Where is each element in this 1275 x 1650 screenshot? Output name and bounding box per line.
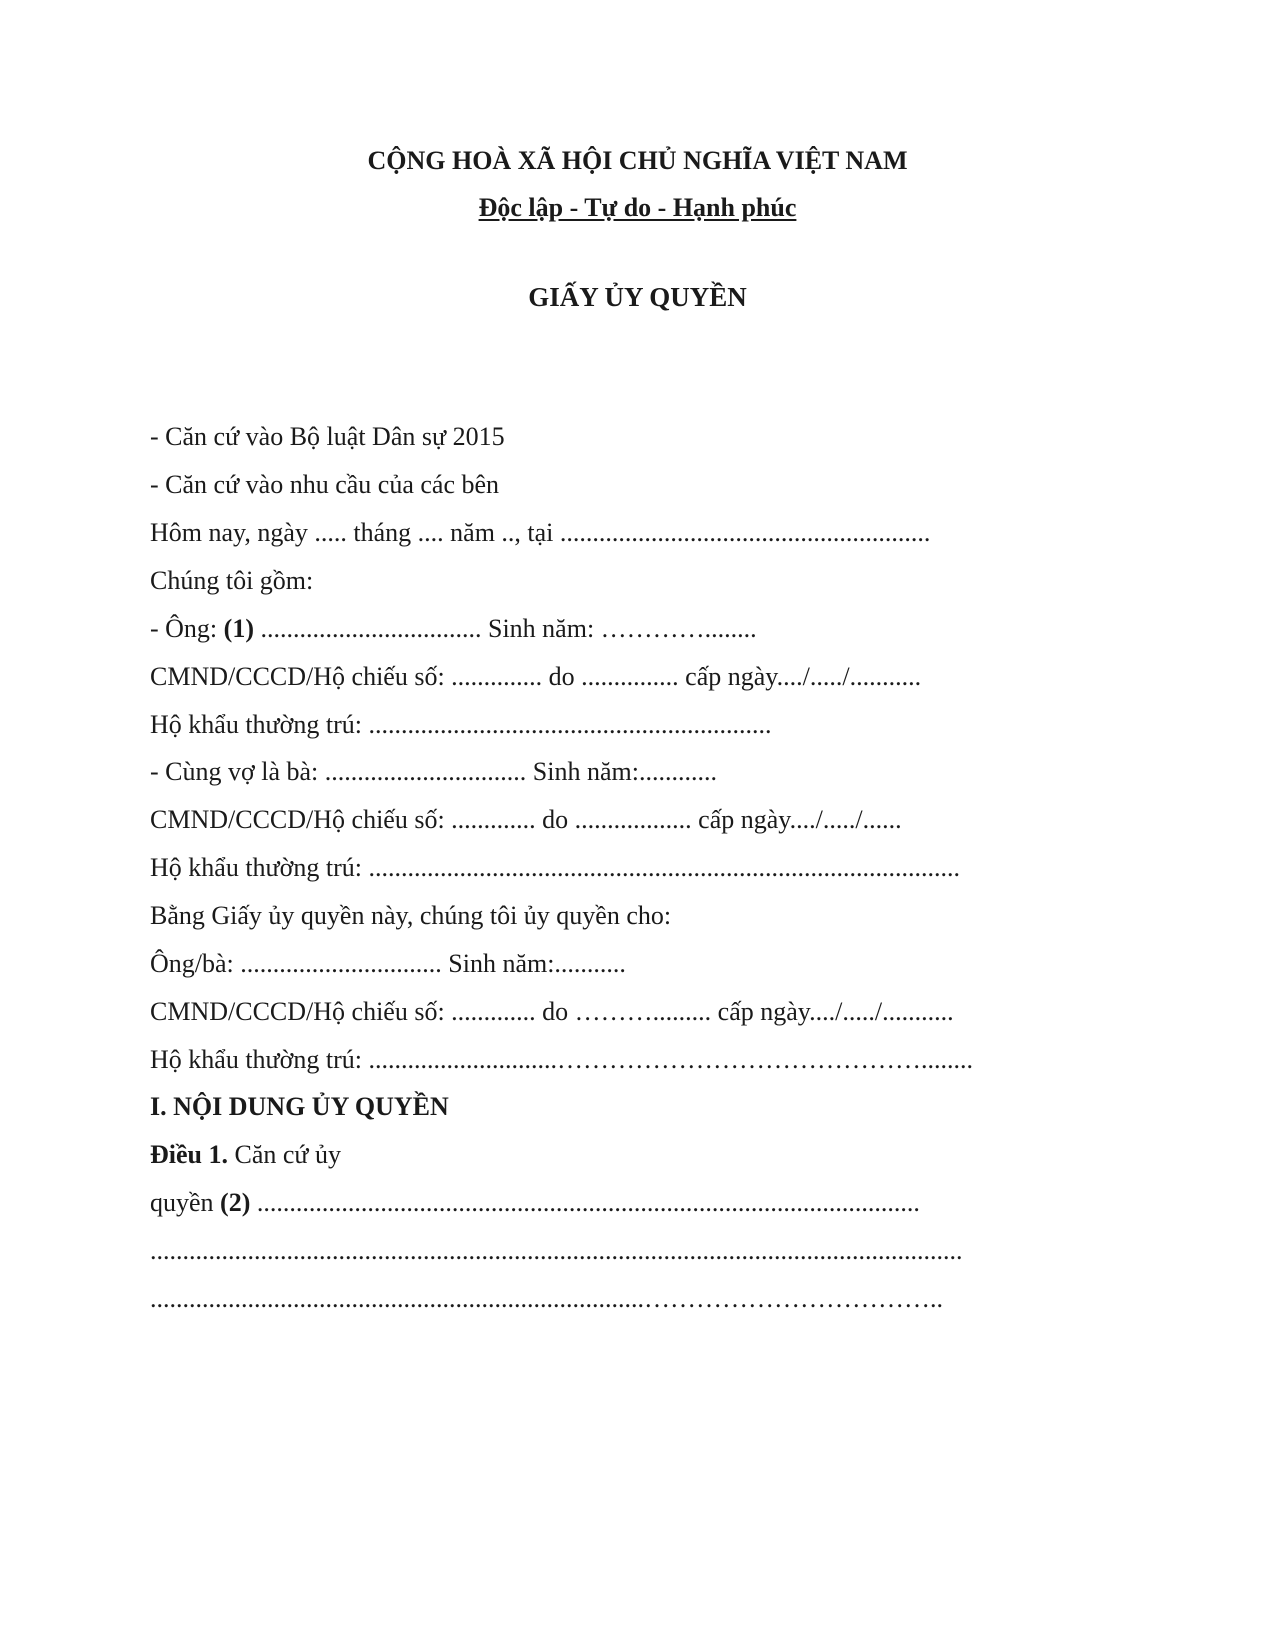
party1-note-marker: (1): [223, 614, 254, 643]
agent-id-line: CMND/CCCD/Hộ chiếu số: ............. do ………......... cấp ngày..../...../...........: [150, 997, 954, 1026]
party2-address-line: Hộ khẩu thường trú: ...........................................................................................: [150, 853, 960, 882]
section-heading-authorization-content: I. NỘI DUNG ỦY QUYỀN: [150, 1092, 449, 1121]
parties-intro: Chúng tôi gồm:: [150, 566, 314, 595]
document-title: GIẤY ỦY QUYỀN: [528, 282, 747, 312]
blank-fill-line: ............................................................................……………………………..: [150, 1284, 943, 1313]
party2-name-line: - Cùng vợ là bà: ............................... Sinh năm:............: [150, 757, 717, 786]
article-1-note-marker: (2): [220, 1188, 251, 1217]
date-place-line: Hôm nay, ngày ..... tháng .... năm .., tại .........................................................: [150, 518, 931, 547]
article-1-continuation: [150, 1190, 920, 1216]
article-1-cont-prefix: quyền: [150, 1188, 221, 1217]
national-motto: Độc lập - Tự do - Hạnh phúc: [478, 193, 797, 222]
party1-name-line: [150, 616, 757, 642]
party1-id-line: CMND/CCCD/Hộ chiếu số: .............. do ............... cấp ngày..../...../...........: [150, 662, 922, 691]
article-1-cont-rest: ......................................................................................................: [250, 1188, 920, 1217]
legal-basis-civil-code: - Căn cứ vào Bộ luật Dân sự 2015: [150, 422, 505, 451]
party2-id-line: CMND/CCCD/Hộ chiếu số: ............. do .................. cấp ngày..../...../......: [150, 805, 902, 834]
blank-fill-line: .............................................................................................................................: [150, 1236, 963, 1265]
article-1-text: Căn cứ ủy: [228, 1140, 342, 1169]
agent-name-line: Ông/bà: ............................... Sinh năm:...........: [150, 949, 626, 978]
party1-name-rest: .................................. Sinh năm: …………........: [254, 614, 757, 643]
party1-prefix: - Ông:: [150, 614, 224, 643]
legal-basis-parties-needs: - Căn cứ vào nhu cầu của các bên: [150, 470, 500, 499]
authorization-intro: Bằng Giấy ủy quyền này, chúng tôi ủy quyền cho:: [150, 901, 672, 930]
republic-name: CỘNG HOÀ XÃ HỘI CHỦ NGHĨA VIỆT NAM: [367, 146, 908, 175]
agent-address-line: Hộ khẩu thường trú: .............................……………………………………........: [150, 1045, 973, 1074]
article-1-line: [150, 1142, 341, 1168]
party1-address-line: Hộ khẩu thường trú: ..............................................................: [150, 710, 772, 739]
article-1-label: Điều 1.: [150, 1140, 228, 1169]
